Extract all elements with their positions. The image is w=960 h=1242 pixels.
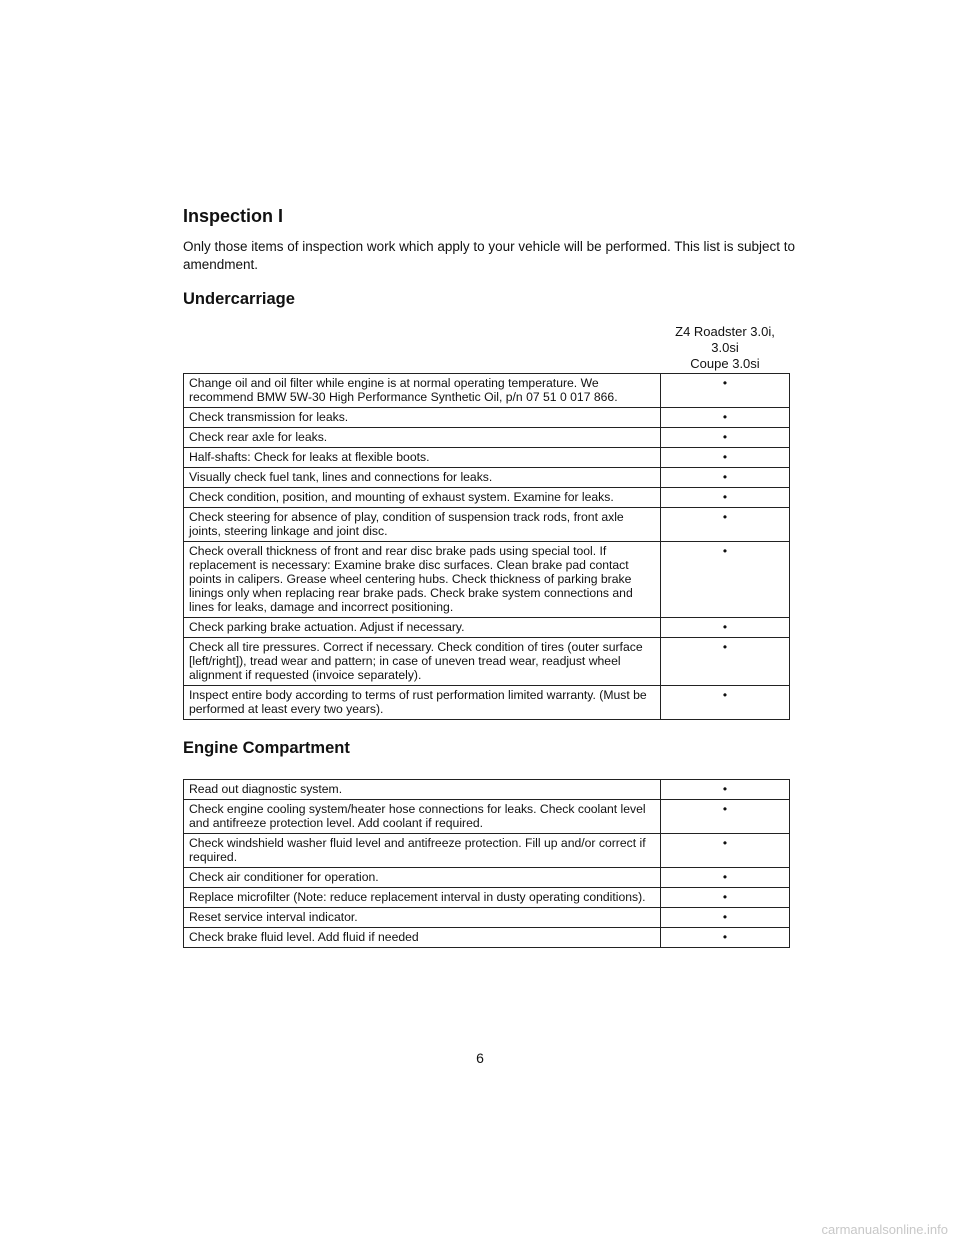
undercarriage-item-bullet: • — [661, 638, 790, 686]
undercarriage-item-bullet: • — [661, 542, 790, 618]
engine-item-bullet: • — [661, 908, 790, 928]
undercarriage-item-bullet: • — [661, 374, 790, 408]
table-row — [184, 468, 790, 488]
table-row — [184, 834, 790, 868]
undercarriage-item-bullet: • — [661, 508, 790, 542]
undercarriage-item-text: Visually check fuel tank, lines and connections for leaks. — [184, 468, 661, 488]
engine-item-bullet: • — [661, 834, 790, 868]
undercarriage-item-bullet: • — [661, 618, 790, 638]
engine-item-bullet: • — [661, 928, 790, 948]
engine-item-bullet: • — [661, 868, 790, 888]
table-row — [184, 428, 790, 448]
engine-item-text: Check engine cooling system/heater hose connections for leaks. Check coolant level and antifreeze protection level. Add coolant if required. — [184, 800, 661, 834]
undercarriage-item-text: Half-shafts: Check for leaks at flexible boots. — [184, 448, 661, 468]
engine-item-bullet: • — [661, 780, 790, 800]
page-number: 6 — [476, 1050, 484, 1066]
undercarriage-rows — [184, 374, 790, 720]
undercarriage-item-bullet: • — [661, 488, 790, 508]
engine-item-bullet: • — [661, 888, 790, 908]
undercarriage-item-text: Inspect entire body according to terms of rust performation limited warranty. (Must be performed at least every two years). — [184, 686, 661, 720]
engine-compartment-heading: Engine Compartment — [183, 739, 350, 757]
table-row — [184, 618, 790, 638]
engine-item-text: Check brake fluid level. Add fluid if needed — [184, 928, 661, 948]
undercarriage-item-text: Change oil and oil filter while engine is at normal operating temperature. We recommend BMW 5W-30 High Performance Synthetic Oil, p/n 07 51 0 017 866. — [184, 374, 661, 408]
table-row — [184, 488, 790, 508]
table-row — [184, 448, 790, 468]
table-row — [184, 508, 790, 542]
undercarriage-item-text: Check overall thickness of front and rear disc brake pads using special tool. If replacement is necessary: Examine brake disc surfaces. Clean brake pad contact points in calipers. Grease wheel centering hubs. Check thickness of parking brake linings only when replacing rear brake pads. Check brake system connections and lines for leaks, damage and incorrect positioning. — [184, 542, 661, 618]
undercarriage-table — [183, 373, 790, 720]
engine-item-bullet: • — [661, 800, 790, 834]
undercarriage-item-bullet: • — [661, 408, 790, 428]
undercarriage-item-text: Check rear axle for leaks. — [184, 428, 661, 448]
table-row — [184, 780, 790, 800]
engine-rows — [184, 780, 790, 948]
engine-item-text: Replace microfilter (Note: reduce replacement interval in dusty operating conditions). — [184, 888, 661, 908]
model-column-header — [660, 324, 790, 372]
table-row — [184, 888, 790, 908]
undercarriage-heading: Undercarriage — [183, 290, 295, 308]
table-row — [184, 408, 790, 428]
table-row — [184, 542, 790, 618]
undercarriage-item-text: Check all tire pressures. Correct if necessary. Check condition of tires (outer surface [left/right]), tread wear and pattern; in case of uneven tread wear, readjust wheel alignment if requested (invoice separately). — [184, 638, 661, 686]
undercarriage-item-text: Check steering for absence of play, condition of suspension track rods, front axle joints, steering linkage and joint disc. — [184, 508, 661, 542]
engine-item-text: Check air conditioner for operation. — [184, 868, 661, 888]
table-row — [184, 928, 790, 948]
model-header-line: Coupe 3.0si — [690, 356, 760, 371]
undercarriage-item-bullet: • — [661, 468, 790, 488]
watermark: carmanualsonline.info — [821, 1222, 948, 1237]
table-row — [184, 908, 790, 928]
table-row — [184, 686, 790, 720]
engine-compartment-table — [183, 779, 790, 948]
engine-item-text: Read out diagnostic system. — [184, 780, 661, 800]
undercarriage-item-bullet: • — [661, 428, 790, 448]
engine-item-text: Check windshield washer fluid level and antifreeze protection. Fill up and/or correct if required. — [184, 834, 661, 868]
table-row — [184, 800, 790, 834]
table-row — [184, 638, 790, 686]
table-row — [184, 868, 790, 888]
engine-item-text: Reset service interval indicator. — [184, 908, 661, 928]
model-header-line: Z4 Roadster 3.0i, — [675, 324, 775, 339]
undercarriage-item-text: Check transmission for leaks. — [184, 408, 661, 428]
undercarriage-item-text: Check parking brake actuation. Adjust if necessary. — [184, 618, 661, 638]
page-title: Inspection I — [183, 206, 284, 226]
undercarriage-item-bullet: • — [661, 686, 790, 720]
model-header-line: 3.0si — [711, 340, 739, 355]
undercarriage-item-text: Check condition, position, and mounting of exhaust system. Examine for leaks. — [184, 488, 661, 508]
table-row — [184, 374, 790, 408]
undercarriage-item-bullet: • — [661, 448, 790, 468]
intro-paragraph: Only those items of inspection work which apply to your vehicle will be performed. This list is subject to amendment. — [183, 239, 796, 272]
